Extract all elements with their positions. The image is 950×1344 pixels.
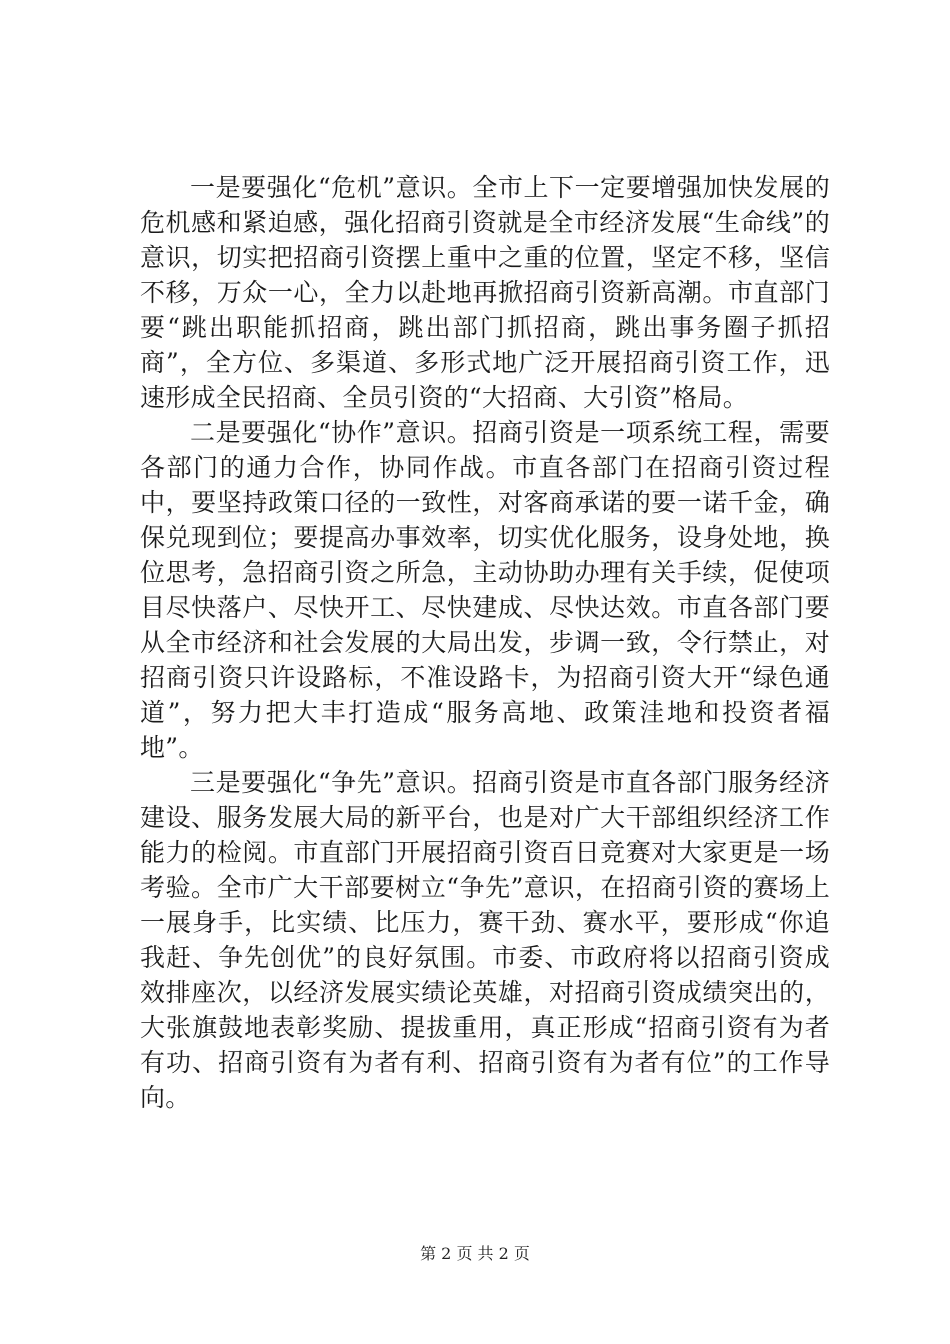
paragraph-competition-awareness: 三是要强化“争先”意识。招商引资是市直各部门服务经济建设、服务发展大局的新平台，也是对广大干部组织经济工作能力的检阅。市直部门开展招商引资百日竞赛对大家更是一场考验。全市广大干部要树立“争先”意识，在招商引资的赛场上一展身手，比实绩、比压力，赛干劲、赛水平，要形成“你追我赶、争先创优”的良好氛围。市委、市政府将以招商引资成效排座次，以经济发展实绩论英雄，对招商引资成绩突出的，大张旗鼓地表彰奖励、提拔重用，真正形成“招商引资有为者有功、招商引资有为者有利、招商引资有为者有位”的工作导向。 xyxy=(140,768,830,1112)
document-body xyxy=(140,170,830,1115)
paragraph-crisis-awareness: 一是要强化“危机”意识。全市上下一定要增强加快发展的危机感和紧迫感，强化招商引资就是全市经济发展“生命线”的意识，切实把招商引资摆上重中之重的位置，坚定不移，坚信不移，万众一心，全力以赴地再掀招商引资新高潮。市直部门要“跳出职能抓招商，跳出部门抓招商，跳出事务圈子抓招商”，全方位、多渠道、多形式地广泛开展招商引资工作，迅速形成全民招商、全员引资的“大招商、大引资”格局。 xyxy=(140,173,830,412)
page-number-footer: 第 2 页 共 2 页 xyxy=(420,1244,530,1263)
paragraph-cooperation-awareness: 二是要强化“协作”意识。招商引资是一项系统工程，需要各部门的通力合作，协同作战。市直各部门在招商引资过程中，要坚持政策口径的一致性，对客商承诺的要一诺千金，确保兑现到位；要提高办事效率，切实优化服务，设身处地，换位思考，急招商引资之所急，主动协助办理有关手续，促使项目尽快落户、尽快开工、尽快建成、尽快达效。市直各部门要从全市经济和社会发展的大局出发，步调一致，令行禁止，对招商引资只许设路标，不准设路卡，为招商引资大开“绿色通道”，努力把大丰打造成“服务高地、政策洼地和投资者福地”。 xyxy=(140,418,830,762)
